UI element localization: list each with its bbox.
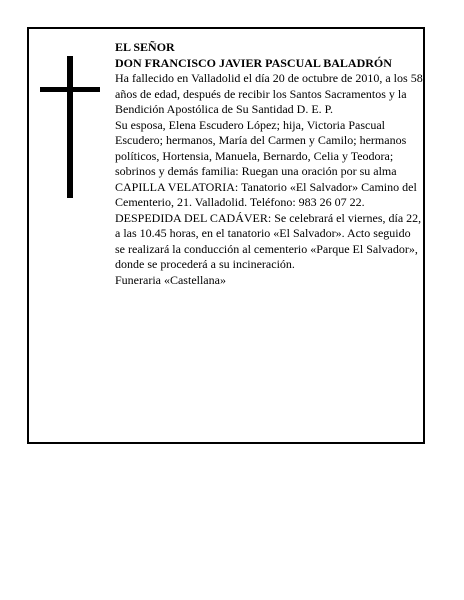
chapel-info: CAPILLA VELATORIA: Tanatorio «El Salvador» Camino del Cementerio, 21. Valladolid. Teléfono: 983 26 07 22. [115, 179, 417, 209]
death-announcement: Ha fallecido en Valladolid el día 20 de octubre de 2010, a los 58 años de edad, después de recibir los Santos Sacramentos y la Bendición Apostólica de Su Santidad D. E. P. [115, 71, 423, 116]
notice-text [115, 40, 423, 288]
cross-horizontal-bar [40, 87, 100, 92]
farewell-info: DESPEDIDA DEL CADÁVER: Se celebrará el viernes, día 22, a las 10.45 horas, en el tanatorio «El Salvador». Acto seguido se realizará la conducción al cementerio «Parque El Salvador», donde se procederá a su incineración. [115, 210, 422, 271]
deceased-name: DON FRANCISCO JAVIER PASCUAL BALADRÓN [115, 55, 392, 70]
latin-cross-icon [40, 56, 100, 198]
family-paragraph: Su esposa, Elena Escudero López; hija, Victoria Pascual Escudero; hermanos, María del Carmen y Camilo; hermanos políticos, Hortensia, Manuela, Bernardo, Celia y Teodora; sobrinos y demás familia: Ruegan una oración por su alma [115, 117, 407, 178]
funeral-home: Funeraria «Castellana» [115, 272, 226, 287]
obituary-notice [27, 27, 425, 444]
notice-title: EL SEÑOR [115, 40, 175, 54]
cross-vertical-bar [67, 56, 73, 198]
